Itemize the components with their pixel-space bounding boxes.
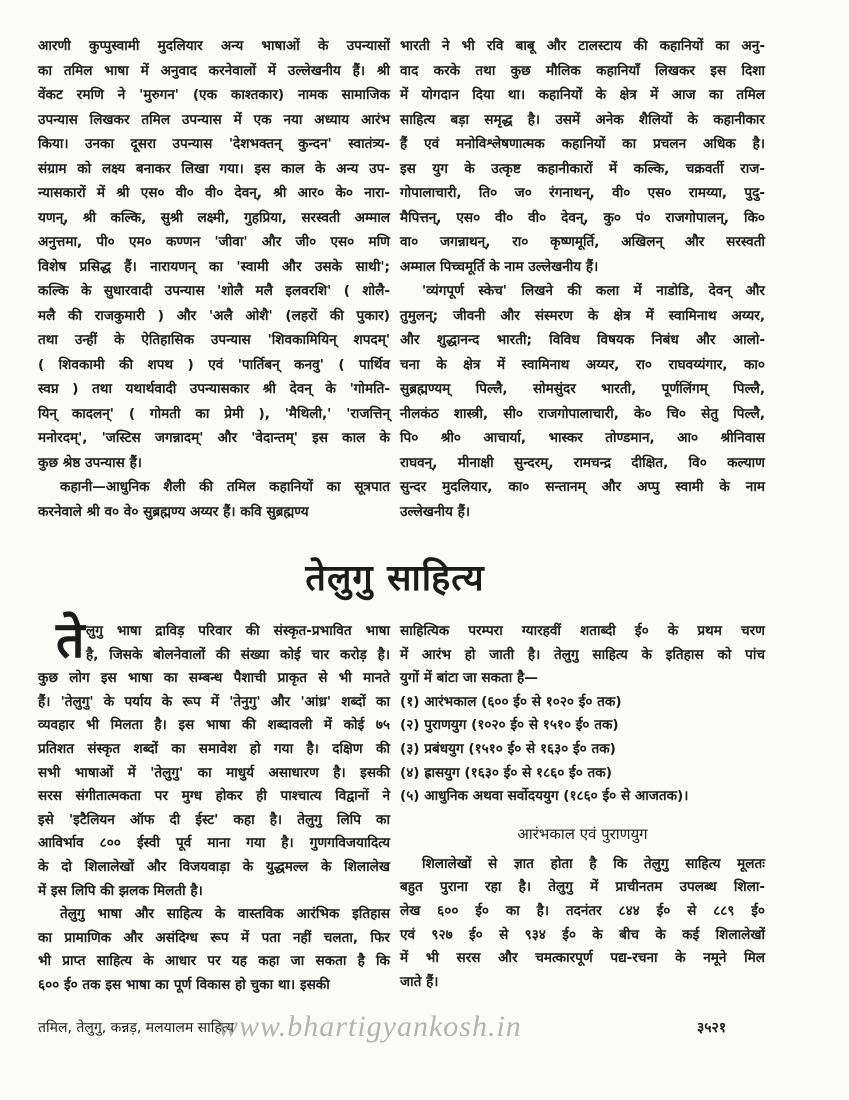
- text-line: पि० श्री० आचार्या, भास्कर तोण्डमान, आ० श्रीनिवास: [400, 430, 765, 446]
- tamil-right-column: [400, 34, 765, 524]
- text-line: व्यवहार भी मिलता है। इस भाषा की शब्दावली में कोई ७५: [38, 717, 390, 734]
- text-line: और शुद्धानन्द भारती; विविध विषयक निबंध और आलो-: [400, 332, 765, 348]
- page-number: ३५२१: [697, 1020, 727, 1036]
- text-line: साहित्यिक परम्परा ग्यारहवीं शताब्दी ई० के प्रथम चरण: [400, 623, 765, 639]
- text-line: स्वप्न ) तथा यथार्थवादी उपन्यासकार श्री देवन् के 'गोमति-: [38, 381, 390, 397]
- text-line: (१) आरंभकाल (६०० ई० से १०२० ई० तक): [400, 693, 622, 710]
- paragraph: [38, 475, 390, 524]
- text-line: भी प्राप्त साहित्य के आधार पर यह कहा जा सकता है कि: [38, 953, 390, 970]
- text-line: में इस लिपि की झलक मिलती है।: [38, 882, 203, 899]
- text-line: विशेष प्रसिद्ध हैं। नारायणन् का 'स्वामी और उसके साथी';: [38, 258, 390, 275]
- text-line: ( शिवकामी की शपथ ) एवं 'पार्तिबन् कनवु' ( पार्थिव: [38, 356, 390, 373]
- text-line: में योगदान दिया था। कहानियों के क्षेत्र में आज का तमिल: [400, 87, 765, 103]
- paragraph: [400, 620, 765, 691]
- text-line: (४) ह्रासयुग (१६३० ई० से १८६० ई० तक): [400, 764, 612, 781]
- section-title: तेलुगु साहित्य: [305, 558, 485, 599]
- text-line: हैं एवं मनोविश्लेषणात्मक कहानियों का प्रचलन अधिक है।: [400, 136, 765, 152]
- text-line: का तमिल भाषा में अनुवाद करनेवालों में उल्लेखनीय हैं। श्री: [38, 62, 390, 79]
- text-line: सुन्दर मुदलियार, का० सन्तानम् और अप्पु स्वामी के नाम: [400, 479, 765, 495]
- text-line: इसे 'इटैलियन ऑफ दी ईस्ट' कहा है। तेलुगु लिपि का: [38, 811, 390, 828]
- watermark: www.bhartigyankosh.in: [218, 1010, 522, 1043]
- text-line: कुछ लोग इस भाषा का सम्बन्ध पैशाची प्राकृत से भी मानते: [38, 670, 390, 687]
- paragraph: [38, 34, 390, 475]
- text-line: भारती ने भी रवि बाबू और टालस्टाय की कहानियों का अनु-: [400, 38, 765, 54]
- text-line: हैं। 'तेलुगु' के पर्याय के रूप में 'तेनुगु' और 'आंध्र' शब्दों का: [38, 693, 390, 710]
- text-line: मनोरदम्', 'जस्टिस जगन्नादम्' और 'वेदान्तम्' इस काल के: [38, 430, 390, 446]
- telugu-right-column: [400, 620, 765, 994]
- tamil-left-column: [38, 34, 390, 524]
- text-line: अनुत्तमा, पी० एम० कण्णन 'जीवा' और जी० एस० मणि: [38, 234, 390, 250]
- text-line: युगों में बांटा जा सकता है—: [400, 670, 538, 687]
- era-list: [400, 691, 765, 809]
- telugu-left-column: [38, 611, 390, 998]
- text-line: लुगु भाषा द्राविड़ परिवार की संस्कृत-प्रभावित भाषा: [86, 623, 390, 639]
- text-line: न्यासकारों में श्री एस० वी० वी० देवन्, श्री आर० के० नारा-: [38, 185, 390, 201]
- text-line: इस युग के उत्कृष्ट कहानीकारों में कल्कि, चक्रवर्ती राज-: [400, 160, 765, 177]
- paragraph: [400, 34, 765, 279]
- text-line: तेलुगु भाषा और साहित्य के वास्तविक आरंभिक इतिहास: [60, 906, 390, 923]
- text-line: है, जिसके बोलनेवालों की संख्या कोई चार करोड़ है।: [86, 646, 390, 663]
- text-line: में भी सरस और चमत्कारपूर्ण पद्य-रचना के नमूने मिल: [400, 950, 765, 967]
- text-line: कहानी—आधुनिक शैली की तमिल कहानियों का सूत्रपात: [60, 479, 390, 495]
- text-line: यिन् कादलन्' ( गोमती का प्रेमी ), 'मैथिली,' 'राजत्तिन्: [38, 405, 390, 422]
- text-line: चना के क्षेत्र में स्वामिनाथ अय्यर, रा० राघवय्यंगार, का०: [400, 356, 765, 373]
- text-line: लेख ६०० ई० का है। तदनंतर ८४४ ई० से ८८९ ई०: [400, 902, 765, 919]
- text-line: ६०० ई० तक इस भाषा का पूर्ण विकास हो चुका था। इसकी: [38, 976, 330, 993]
- text-line: के दो शिलालेखों और विजयवाड़ा के युद्धमल्ल के शिलालेख: [38, 858, 390, 875]
- text-line: किया। उनका दूसरा उपन्यास 'देशभक्तन् कुन्दन' स्वातंत्र्य-: [38, 136, 390, 152]
- text-line: करनेवाले श्री व० वे० सुब्रह्मण्य अय्यर हैं। कवि सुब्रह्मण्य: [38, 503, 309, 520]
- text-line: नीलकंठ शास्त्री, सी० राजगोपालाचारी, के० चि० सेतु पिल्लै,: [400, 405, 765, 422]
- text-line: तथा उन्हीं के ऐतिहासिक उपन्यास 'शिवकामियिन् शपदम्': [38, 332, 390, 348]
- text-line: साहित्य बड़ा समृद्ध है। उसमें अनेक शैलियों के कहानीकार: [400, 111, 765, 128]
- text-line: कल्कि के सुधारवादी उपन्यास 'शोलै मलै इलवरशि' ( शोलै-: [38, 283, 390, 299]
- text-line: वाद करके तथा कुछ मौलिक कहानियाँ लिखकर इस दिशा: [400, 62, 765, 79]
- text-line: एवं ९२७ ई० से ९३४ ई० के बीच के कई शिलालेखों: [400, 926, 765, 943]
- text-line: मैपित्तन्, एस० वी० वी० देवन्, कु० पं० राजगोपालन्, कि०: [400, 209, 765, 226]
- text-line: (५) आधुनिक अथवा सर्वोदययुग (१८६० ई० से आजतक)।: [400, 788, 689, 805]
- text-line: प्रतिशत संस्कृत शब्दों का समावेश हो गया है। दक्षिण की: [38, 740, 390, 757]
- text-line: आरणी कुप्पुस्वामी मुदलियार अन्य भाषाओं के उपन्यासों: [38, 38, 390, 54]
- text-line: उपन्यास लिखकर तमिल उपन्यास में एक नया अध्याय आरंभ: [38, 111, 390, 128]
- paragraph: [38, 903, 390, 997]
- text-line: वेंकट रमणि ने 'मुरुगन' (एक काश्तकार) नामक सामाजिक: [38, 87, 390, 103]
- text-line: में आरंभ हो जाती है। तेलुगु साहित्य के इतिहास को पांच: [400, 646, 765, 663]
- text-line: संग्राम को लक्ष्य बनाकर लिखा गया। इस काल के अन्य उप-: [38, 160, 390, 177]
- text-line: राघवन्, मीनाक्षी सुन्दरम्, रामचन्द्र दीक्षित, वि० कल्याण: [400, 454, 765, 471]
- text-line: यणन्, श्री कल्कि, सुश्री लक्ष्मी, गुहप्रिया, सरस्वती अम्माल: [38, 209, 390, 226]
- text-line: बहुत पुराना रहा है। तेलुगु में प्राचीनतम उपलब्ध शिला-: [400, 879, 765, 896]
- text-line: (२) पुराणयुग (१०२० ई० से १५१० ई० तक): [400, 717, 619, 734]
- text-line: अम्माल पिच्चमूर्ति के नाम उल्लेखनीय हैं।: [400, 258, 599, 275]
- text-line: सरस संगीतात्मकता पर मुग्ध होकर ही पाश्चात्य विद्वानों ने: [38, 788, 390, 805]
- text-line: सुब्रह्मण्यम् पिल्लै, सोमसुंदर भारती, पूर्णलिंगम् पिल्लै,: [400, 381, 765, 397]
- subheading: आरंभकाल एवं पुराणयुग: [517, 824, 648, 843]
- drop-cap: ते: [56, 611, 85, 669]
- running-title: तमिल, तेलुगु, कन्नड़, मलयालम साहित्य: [38, 1020, 235, 1036]
- text-line: वा० जगन्नाथन्, रा० कृष्णमूर्ति, अखिलन् और सरस्वती: [400, 234, 765, 250]
- text-line: आविर्भाव ८०० ईस्वी पूर्व माना गया है। गुणगविजयादित्य: [38, 835, 390, 852]
- text-line: (३) प्रबंधयुग (१५१० ई० से १६३० ई० तक): [400, 740, 616, 757]
- text-line: मलै की राजकुमारी ) और 'अलै ओशै' (लहरों की पुकार): [38, 307, 390, 324]
- text-line: शिलालेखों से ज्ञात होता है कि तेलुगु साहित्य मूलतः: [422, 855, 765, 872]
- text-line: 'व्यंगपूर्ण स्केच' लिखने की कला में नाडोडि, देवन् और: [422, 283, 765, 299]
- text-line: तुमुलन्; जीवनी और संस्मरण के क्षेत्र में स्वामिनाथ अय्यर,: [400, 307, 765, 324]
- text-line: का प्रामाणिक और असंदिग्ध रूप में पता नहीं चलता, फिर: [38, 929, 390, 946]
- paragraph: [400, 279, 765, 524]
- text-line: सभी भाषाओं में 'तेलुगु' का माधुर्य असाधारण है। इसकी: [38, 764, 390, 781]
- text-line: गोपालाचारी, ति० ज० रंगनाथन्, वी० एस० रामय्या, पुदु-: [400, 185, 765, 201]
- text-line: कुछ श्रेष्ठ उपन्यास हैं।: [38, 454, 142, 471]
- paragraph: [400, 853, 765, 995]
- text-line: जाते हैं।: [400, 973, 439, 990]
- paragraph: [38, 620, 390, 903]
- text-line: उल्लेखनीय हैं।: [400, 503, 470, 520]
